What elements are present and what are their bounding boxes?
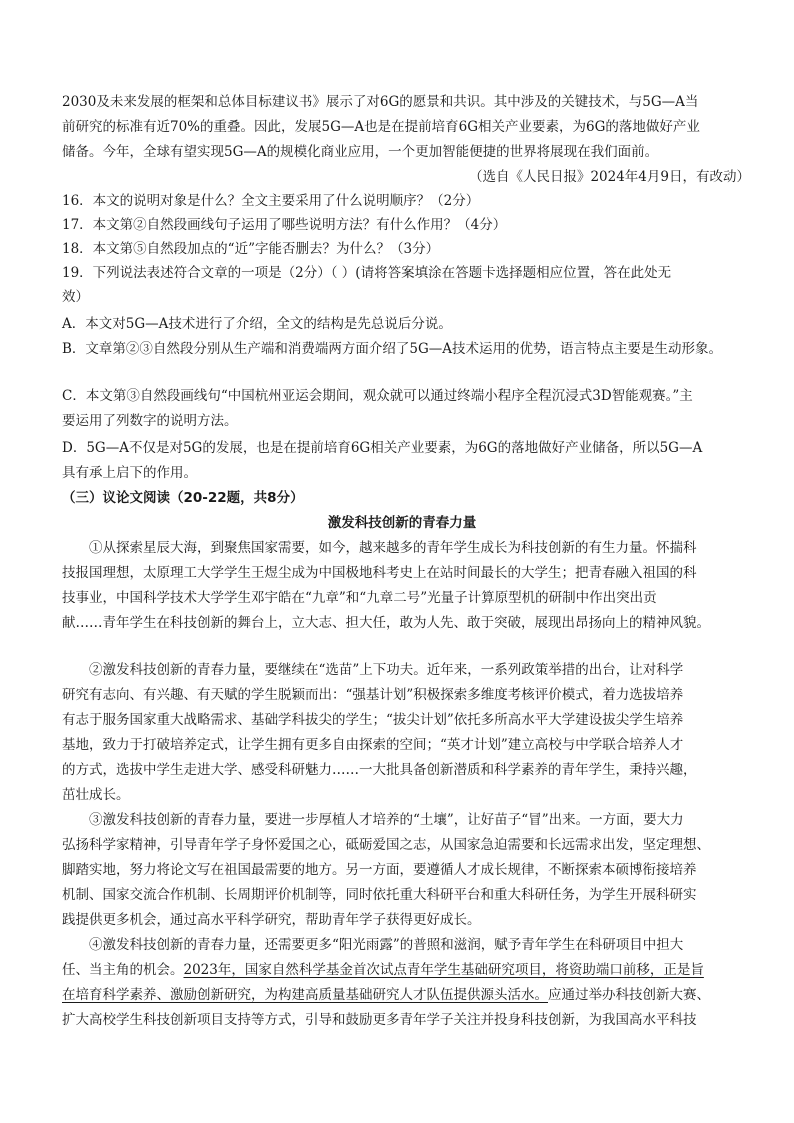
para2-line: 基地，致力于打破培养定式，让学生拥有更多自由探索的空间；“英才计划”建立高校与中学联合培养人才 xyxy=(62,737,684,753)
option-d: D．5G—A不仅是对5G的发展，也是在提前培育6G相关产业要素，为6G的落地做好产业储备，所以5G—A xyxy=(62,440,703,456)
underlined-sentence: 2023年，国家自然科学基金首次试点青年学生基础研究项目，将资助端口前移，正是旨 xyxy=(183,962,704,978)
para2-line: 茁壮成长。 xyxy=(62,787,130,803)
para3-line: 脚踏实地，努力将论文写在祖国最需要的地方。另一方面，要遵循人才成长规律，不断探索本硕博衔接培养 xyxy=(62,862,697,878)
question-19: 19．下列说法表述符合文章的一项是（2分）（ ）(请将答案填涂在答题卡选择题相应位置，答在此处无 xyxy=(62,265,672,281)
para1-line: ①从探索星辰大海，到聚焦国家需要，如今，越来越多的青年学生成长为科技创新的有生力量。怀揣科 xyxy=(89,540,697,556)
option-c: C．本文第③自然段画线句“中国杭州亚运会期间，观众就可以通过终端小程序全程沉浸式3D智能观赛。”主 xyxy=(62,388,693,404)
para4-line xyxy=(62,983,710,1008)
para4-line: ④激发科技创新的青春力量，还需要更多“阳光雨露”的普照和滋润，赋予青年学生在科研项目中担大 xyxy=(89,937,684,953)
para2-line: 的方式，选拔中学生走进大学、感受科研魅力……一大批具备创新潜质和科学素养的青年学生，秉持兴趣， xyxy=(62,762,697,778)
para4-plain-text: 任、当主角的机会。 xyxy=(62,962,184,978)
para3-line: 机制、国家交流合作机制、长周期评价机制等，同时依托重大科研平台和重大科研任务，为学生开展科研实 xyxy=(62,887,697,903)
option-c-cont: 要运用了列数字的说明方法。 xyxy=(62,413,238,429)
para4-line xyxy=(62,958,704,983)
option-b: B．文章第②③自然段分别从生产端和消费端两方面介绍了5G—A技术运用的优势，语言特点主要是生动形象。 xyxy=(62,341,723,357)
article-title: 激发科技创新的青春力量 xyxy=(327,515,477,531)
para1-line: 技事业，中国科学技术大学学生邓宇皓在“九章”和“九章二号”光量子计算原型机的研制中作出突出贡 xyxy=(62,590,657,606)
para1-line: 献……青年学生在科技创新的舞台上，立大志、担大任，敢为人先、敢于突破，展现出昂扬向上的精神风貌。 xyxy=(62,615,710,631)
question-19-cont: 效） xyxy=(62,289,89,305)
option-d-cont: 具有承上启下的作用。 xyxy=(62,465,197,481)
para3-line: ③激发科技创新的青春力量，要进一步厚植人才培养的“土壤”，让好苗子“冒”出来。一方面，要大力 xyxy=(89,812,684,828)
question-16: 16．本文的说明对象是什么？全文主要采用了什么说明顺序？（2分） xyxy=(62,193,480,209)
option-a: A．本文对5G—A技术进行了介绍，全文的结构是先总说后分说。 xyxy=(62,316,452,332)
para3-line: 践提供更多机会，通过高水平科学研究，帮助青年学子获得更好成长。 xyxy=(62,912,481,928)
para3-line: 弘扬科学家精神，引导青年学子身怀爱国之心，砥砺爱国之志，从国家急迫需要和长远需求出发，坚定理想、 xyxy=(62,837,710,853)
passage-line: 2030及未来发展的框架和总体目标建议书》展示了对6G的愿景和共识。其中涉及的关键技术，与5G—A当 xyxy=(62,94,699,110)
question-17: 17．本文第②自然段画线句子运用了哪些说明方法？有什么作用？（4分） xyxy=(62,217,507,233)
para4-plain-text: 应通过举办科技创新大赛、 xyxy=(548,987,710,1003)
para2-line: 研究有志向、有兴趣、有天赋的学生脱颖而出：“强基计划”积极探索多维度考核评价模式，着力选拔培养 xyxy=(62,687,684,703)
para4-line: 扩大高校学生科技创新项目支持等方式，引导和鼓励更多青年学子关注并投身科技创新，为我国高水平科技 xyxy=(62,1012,697,1028)
question-18: 18．本文第⑤自然段加点的“近”字能否删去？为什么？（3分） xyxy=(62,241,440,257)
source-citation: （选自《人民日报》2024年4月9日，有改动） xyxy=(468,169,750,185)
passage-line: 储备。今年，全球有望实现5G—A的规模化商业应用，一个更加智能便捷的世界将展现在我们面前。 xyxy=(62,144,659,160)
para1-line: 技报国理想，太原理工大学学生王煜尘成为中国极地科考史上在站时间最长的大学生；把青春融入祖国的科 xyxy=(62,565,697,581)
underlined-sentence-cont: 在培育科学素养、激励创新研究，为构建高质量基础研究人才队伍提供源头活水。 xyxy=(62,987,548,1003)
section-heading: （三）议论文阅读（20-22题，共8分） xyxy=(62,490,304,506)
para2-line: ②激发科技创新的青春力量，要继续在“选苗”上下功夫。近年来，一系列政策举措的出台，让对科学 xyxy=(89,662,684,678)
para2-line: 有志于服务国家重大战略需求、基础学科拔尖的学生；“拔尖计划”依托多所高水平大学建设拔尖学生培养 xyxy=(62,712,684,728)
passage-line: 前研究的标准有近70%的重叠。因此，发展5G—A也是在提前培育6G相关产业要素，为6G的落地做好产业 xyxy=(62,119,700,135)
